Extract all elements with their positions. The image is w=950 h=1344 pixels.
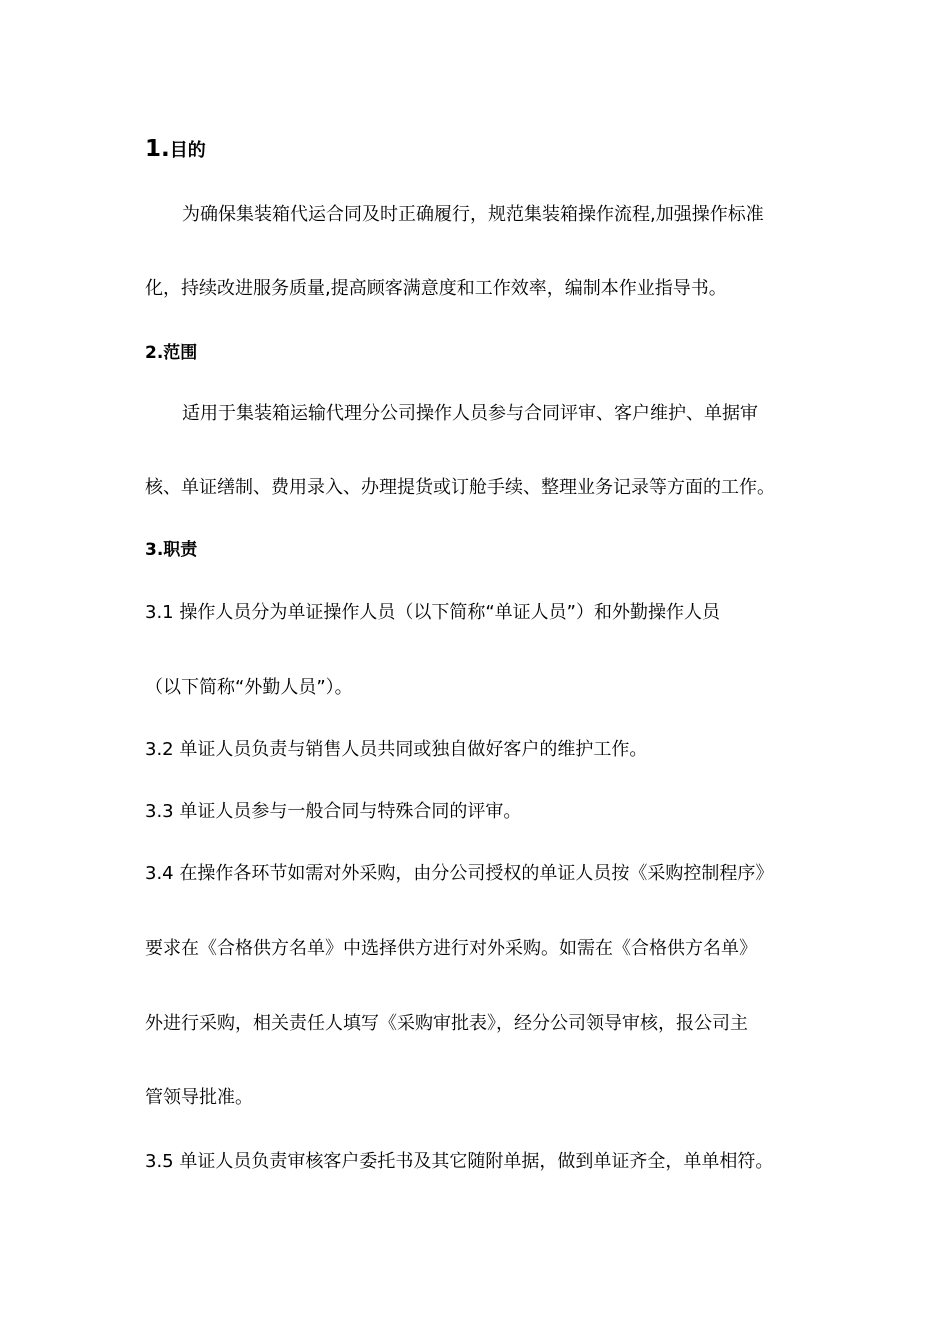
section-1-heading <box>145 137 206 163</box>
section-1-line-2: 化，持续改进服务质量,提高顾客满意度和工作效率，编制本作业指导书。 <box>145 278 727 299</box>
section-3-line-5: 3.4 在操作各环节如需对外采购，由分公司授权的单证人员按《采购控制程序》 <box>145 863 774 884</box>
section-1-title: 目的 <box>169 140 206 161</box>
section-3-line-2: （以下简称“外勤人员”）。 <box>145 677 353 698</box>
section-3-line-6: 要求在《合格供方名单》中选择供方进行对外采购。如需在《合格供方名单》 <box>145 938 757 959</box>
section-2-heading: 2.范围 <box>145 343 198 363</box>
section-3-line-9: 3.5 单证人员负责审核客户委托书及其它随附单据，做到单证齐全，单单相符。 <box>145 1151 774 1172</box>
section-3-heading: 3.职责 <box>145 540 198 560</box>
section-1-line-1: 为确保集装箱代运合同及时正确履行，规范集装箱操作流程,加强操作标准 <box>182 204 764 225</box>
section-2-line-1: 适用于集装箱运输代理分公司操作人员参与合同评审、客户维护、单据审 <box>182 403 758 424</box>
section-3-line-7: 外进行采购，相关责任人填写《采购审批表》，经分公司领导审核，报公司主 <box>145 1013 748 1034</box>
section-3-line-1: 3.1 操作人员分为单证操作人员（以下简称“单证人员”）和外勤操作人员 <box>145 602 720 623</box>
section-3-line-4: 3.3 单证人员参与一般合同与特殊合同的评审。 <box>145 801 522 822</box>
section-2-line-2: 核、单证缮制、费用录入、办理提货或订舱手续、整理业务记录等方面的工作。 <box>145 477 775 498</box>
section-3-line-3: 3.2 单证人员负责与销售人员共同或独自做好客户的维护工作。 <box>145 739 648 760</box>
section-3-line-8: 管领导批准。 <box>145 1087 253 1108</box>
section-1-number: 1. <box>145 136 170 162</box>
